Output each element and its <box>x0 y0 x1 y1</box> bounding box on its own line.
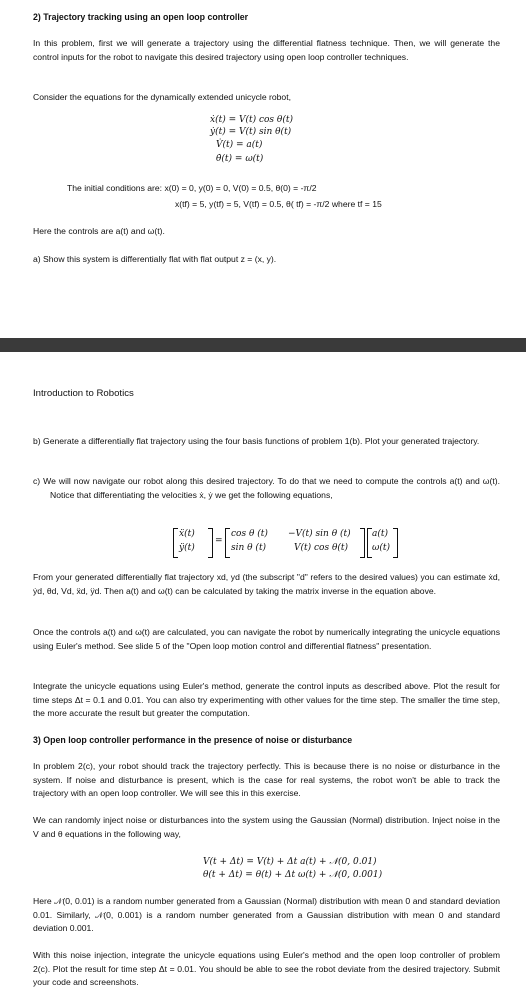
unicycle-eq-1: ẋ(t) = V(t) cos θ(t) <box>210 115 293 125</box>
noise-eq-v: V(t + Δt) = V(t) + Δt a(t) + 𝒩(0, 0.01) <box>203 857 377 867</box>
part-c: c) We will now navigate our robot along this desired trajectory. To do that we need to compute the controls a(t) and ω(t). Notice that differentiating the velocities ẋ, ẏ we get the following equations, <box>33 476 500 500</box>
from-generated-paragraph: From your generated differentially flat trajectory xd, yd (the subscript "d" refers to the desired values) you can estimate ẋd, ẏd, θd, Vd, ẍd, ÿd. Then a(t) and ω(t) can be calculated by taking the matrix inverse in the equation above. <box>33 572 500 596</box>
randomly-paragraph: We can randomly inject noise or disturbances into the system using the Gaussian (Normal) distribution. Inject noise in the V and θ equations in the following way, <box>33 815 500 839</box>
matrix-m12: −V(t) sin θ (t) <box>288 529 351 539</box>
controls-text: Here the controls are a(t) and ω(t). <box>33 226 165 236</box>
matrix-lhs-1: ẍ(t) <box>179 529 195 539</box>
here-n-paragraph: Here 𝒩(0, 0.01) is a random number generated from a Gaussian (Normal) distribution with mean 0 and standard deviation 0.01. Similarly, 𝒩(0, 0.001) is a random number generated from a Gaussian distribution with mean 0 and standard deviation 0.001. <box>33 896 500 934</box>
integrate-paragraph: Integrate the unicycle equations using Euler's method, generate the control inputs as described above. Plot the result for time steps Δt = 0.1 and 0.01. You can also try experimenting with other values for the time step. The smaller the time step, the more accurate the result but greater the computation. <box>33 681 500 719</box>
unicycle-eq-3: V̇(t) = a(t) <box>216 140 263 150</box>
noise-eq-theta: θ(t + Δt) = θ(t) + Δt ω(t) + 𝒩(0, 0.001) <box>203 870 383 880</box>
part-b: b) Generate a differentially flat trajectory using the four basis functions of problem 1(b). Plot your generated trajectory. <box>33 436 480 446</box>
noise-integration-paragraph: With this noise injection, integrate the unicycle equations using Euler's method and the open loop controller of problem 2(c). Plot the result for time step Δt = 0.01. You should be able to see the robot deviate from the desired trajectory. Submit your code and screenshots. <box>33 950 500 988</box>
problem-paragraph: In problem 2(c), your robot should track the trajectory perfectly. This is because there is no noise or disturbance in the system. If noise and disturbance is present, which is the case for real systems, the robot won't be able to track the trajectory with an open loop controller. We will see this in this exercise. <box>33 761 500 799</box>
matrix-m11: cos θ (t) <box>231 529 268 539</box>
document-page-2 <box>0 352 526 1002</box>
equals-sign: = <box>215 536 223 546</box>
unicycle-eq-2: ẏ(t) = V(t) sin θ(t) <box>210 127 292 137</box>
document-page-1 <box>0 0 526 338</box>
matrix-equation <box>173 528 390 558</box>
matrix-m22: V(t) cos θ(t) <box>294 543 348 553</box>
matrix-rhs-1: a(t) <box>372 529 389 539</box>
section-heading-3: 3) Open loop controller performance in the presence of noise or disturbance <box>33 735 353 745</box>
matrix-m21: sin θ (t) <box>231 543 267 553</box>
running-header: Introduction to Robotics <box>33 388 134 399</box>
unicycle-eq-4: θ̇(t) = ω(t) <box>216 154 264 164</box>
consider-text: Consider the equations for the dynamically extended unicycle robot, <box>33 92 291 102</box>
part-a: a) Show this system is differentially flat with flat output z = (x, y). <box>33 254 277 264</box>
matrix-lhs-2: ÿ(t) <box>179 543 195 553</box>
once-paragraph: Once the controls a(t) and ω(t) are calculated, you can navigate the robot by numerically integrating the unicycle equations using Euler's method. See slide 5 of the "Open loop motion control and differential flatness" presentation. <box>33 627 500 651</box>
intro-paragraph: In this problem, first we will generate a trajectory using the differential flatness technique. Then, we will generate the control inputs for the robot to navigate this desired trajectory using open loop controller techniques. <box>33 38 500 62</box>
section-heading-2: 2) Trajectory tracking using an open loop controller <box>33 12 249 22</box>
final-conditions: x(tf) = 5, y(tf) = 5, V(tf) = 0.5, θ( tf) = -π/2 where tf = 15 <box>175 199 382 209</box>
initial-conditions: The initial conditions are: x(0) = 0, y(0) = 0, V(0) = 0.5, θ(0) = -π/2 <box>67 183 317 193</box>
page-separator <box>0 338 526 352</box>
matrix-rhs-2: ω(t) <box>372 543 390 553</box>
